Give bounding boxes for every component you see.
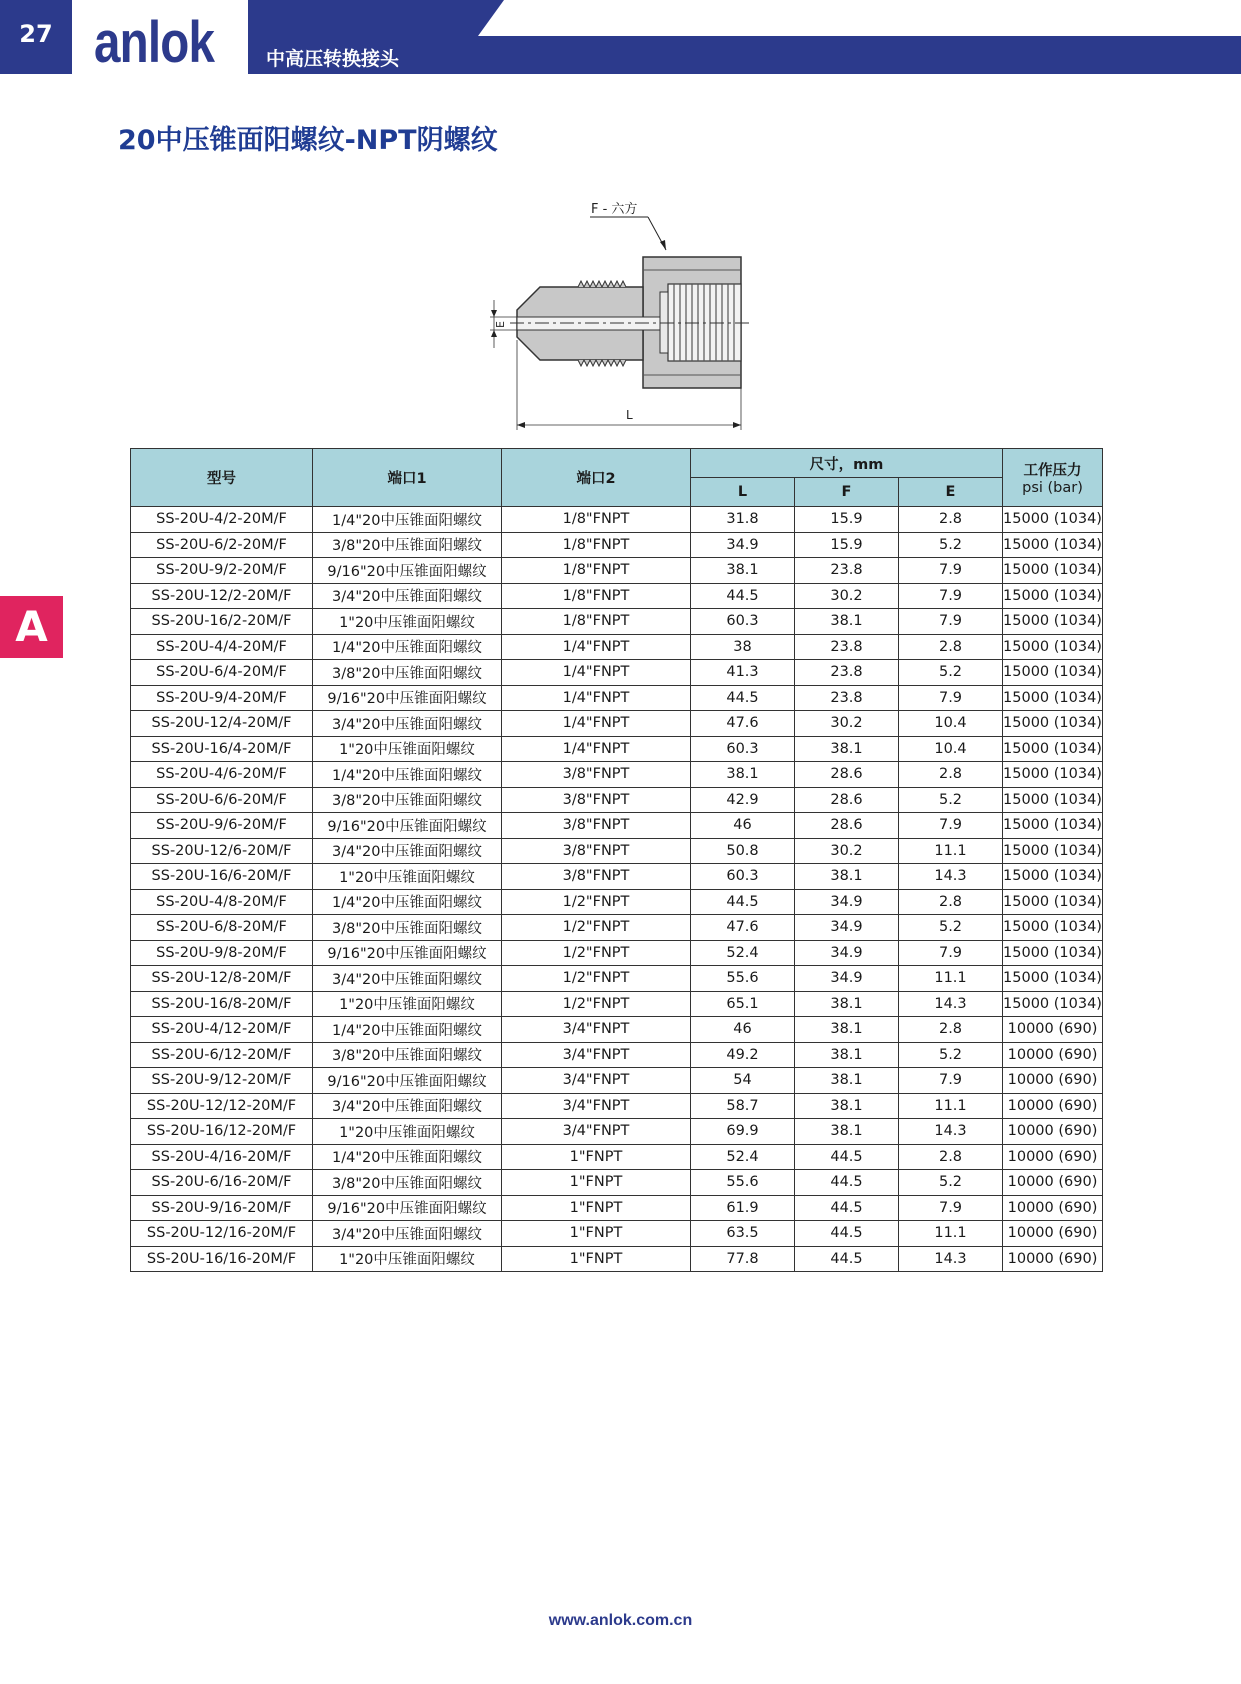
cell-f: 38.1 <box>795 1017 899 1043</box>
table-row <box>131 1170 1103 1196</box>
cell-l: 77.8 <box>691 1246 795 1272</box>
table-row <box>131 991 1103 1017</box>
cell-port1: 1/4"20中压锥面阳螺纹 <box>313 507 502 533</box>
cell-port2: 1"FNPT <box>502 1246 691 1272</box>
cell-port2: 1"FNPT <box>502 1221 691 1247</box>
cell-port1: 1"20中压锥面阳螺纹 <box>313 609 502 635</box>
header-model: 型号 <box>131 449 313 507</box>
section-title: 中高压转换接头 <box>266 48 400 70</box>
cell-e: 5.2 <box>899 1042 1003 1068</box>
label-e: E <box>494 321 507 328</box>
cell-pressure: 15000 (1034) <box>1003 787 1103 813</box>
cell-pressure: 15000 (1034) <box>1003 711 1103 737</box>
table-row <box>131 813 1103 839</box>
table-row <box>131 1221 1103 1247</box>
cell-l: 38.1 <box>691 762 795 788</box>
cell-l: 54 <box>691 1068 795 1094</box>
cell-l: 60.3 <box>691 864 795 890</box>
cell-model: SS-20U-4/8-20M/F <box>131 889 313 915</box>
table-row <box>131 507 1103 533</box>
cell-port1: 9/16"20中压锥面阳螺纹 <box>313 1195 502 1221</box>
cell-port1: 3/4"20中压锥面阳螺纹 <box>313 1221 502 1247</box>
cell-model: SS-20U-16/6-20M/F <box>131 864 313 890</box>
table-row <box>131 1195 1103 1221</box>
cell-model: SS-20U-12/16-20M/F <box>131 1221 313 1247</box>
cell-port1: 9/16"20中压锥面阳螺纹 <box>313 685 502 711</box>
cell-model: SS-20U-12/12-20M/F <box>131 1093 313 1119</box>
cell-e: 14.3 <box>899 1119 1003 1145</box>
cell-f: 28.6 <box>795 787 899 813</box>
cell-f: 28.6 <box>795 762 899 788</box>
cell-e: 14.3 <box>899 991 1003 1017</box>
cell-port2: 1/8"FNPT <box>502 583 691 609</box>
cell-e: 5.2 <box>899 532 1003 558</box>
cell-e: 11.1 <box>899 966 1003 992</box>
cell-l: 46 <box>691 813 795 839</box>
header-f: F <box>795 478 899 507</box>
cell-model: SS-20U-16/8-20M/F <box>131 991 313 1017</box>
cell-model: SS-20U-6/2-20M/F <box>131 532 313 558</box>
cell-l: 47.6 <box>691 915 795 941</box>
cell-port2: 1/8"FNPT <box>502 558 691 584</box>
cell-e: 7.9 <box>899 1195 1003 1221</box>
cell-model: SS-20U-9/4-20M/F <box>131 685 313 711</box>
page-number-box <box>0 0 72 74</box>
cell-e: 10.4 <box>899 711 1003 737</box>
cell-e: 5.2 <box>899 660 1003 686</box>
cell-pressure: 10000 (690) <box>1003 1221 1103 1247</box>
cell-f: 34.9 <box>795 889 899 915</box>
cell-port1: 9/16"20中压锥面阳螺纹 <box>313 558 502 584</box>
cell-port1: 1/4"20中压锥面阳螺纹 <box>313 634 502 660</box>
cell-model: SS-20U-16/4-20M/F <box>131 736 313 762</box>
cell-f: 38.1 <box>795 991 899 1017</box>
cell-port2: 1/4"FNPT <box>502 685 691 711</box>
cell-model: SS-20U-12/8-20M/F <box>131 966 313 992</box>
cell-pressure: 10000 (690) <box>1003 1195 1103 1221</box>
cell-f: 44.5 <box>795 1221 899 1247</box>
cell-e: 5.2 <box>899 915 1003 941</box>
cell-f: 38.1 <box>795 1119 899 1145</box>
cell-l: 44.5 <box>691 583 795 609</box>
cell-l: 47.6 <box>691 711 795 737</box>
table-row <box>131 915 1103 941</box>
cell-port1: 1/4"20中压锥面阳螺纹 <box>313 762 502 788</box>
cell-port1: 3/4"20中压锥面阳螺纹 <box>313 711 502 737</box>
cell-e: 10.4 <box>899 736 1003 762</box>
table-row <box>131 532 1103 558</box>
cell-model: SS-20U-6/12-20M/F <box>131 1042 313 1068</box>
cell-l: 55.6 <box>691 966 795 992</box>
cell-e: 11.1 <box>899 1093 1003 1119</box>
cell-pressure: 15000 (1034) <box>1003 507 1103 533</box>
spec-table-body <box>131 507 1103 1272</box>
cell-port1: 3/4"20中压锥面阳螺纹 <box>313 1093 502 1119</box>
cell-f: 23.8 <box>795 660 899 686</box>
cell-e: 7.9 <box>899 1068 1003 1094</box>
cell-model: SS-20U-9/12-20M/F <box>131 1068 313 1094</box>
cell-port1: 9/16"20中压锥面阳螺纹 <box>313 813 502 839</box>
cell-l: 61.9 <box>691 1195 795 1221</box>
cell-f: 15.9 <box>795 507 899 533</box>
header-pressure-line1: 工作压力 <box>1023 463 1082 479</box>
table-row <box>131 558 1103 584</box>
cell-e: 14.3 <box>899 864 1003 890</box>
cell-port1: 3/8"20中压锥面阳螺纹 <box>313 787 502 813</box>
cell-l: 60.3 <box>691 736 795 762</box>
cell-l: 55.6 <box>691 1170 795 1196</box>
cell-port2: 3/8"FNPT <box>502 838 691 864</box>
cell-l: 44.5 <box>691 685 795 711</box>
header-dimensions: 尺寸，mm <box>691 449 1003 478</box>
cell-pressure: 15000 (1034) <box>1003 660 1103 686</box>
cell-model: SS-20U-9/6-20M/F <box>131 813 313 839</box>
fitting-drawing <box>460 190 780 440</box>
footer-url: www.anlok.com.cn <box>548 1612 693 1629</box>
cell-port1: 1/4"20中压锥面阳螺纹 <box>313 1017 502 1043</box>
cell-port2: 1"FNPT <box>502 1144 691 1170</box>
cell-pressure: 15000 (1034) <box>1003 940 1103 966</box>
cell-e: 2.8 <box>899 1017 1003 1043</box>
cell-port2: 1/4"FNPT <box>502 736 691 762</box>
cell-model: SS-20U-16/2-20M/F <box>131 609 313 635</box>
cell-port2: 3/4"FNPT <box>502 1068 691 1094</box>
cell-pressure: 15000 (1034) <box>1003 813 1103 839</box>
cell-pressure: 15000 (1034) <box>1003 838 1103 864</box>
cell-e: 7.9 <box>899 558 1003 584</box>
cell-pressure: 15000 (1034) <box>1003 736 1103 762</box>
cell-e: 5.2 <box>899 1170 1003 1196</box>
cell-l: 60.3 <box>691 609 795 635</box>
table-row <box>131 1144 1103 1170</box>
cell-f: 30.2 <box>795 583 899 609</box>
cell-f: 15.9 <box>795 532 899 558</box>
cell-pressure: 15000 (1034) <box>1003 915 1103 941</box>
cell-port2: 1/2"FNPT <box>502 915 691 941</box>
cell-model: SS-20U-6/6-20M/F <box>131 787 313 813</box>
cell-pressure: 10000 (690) <box>1003 1093 1103 1119</box>
cell-model: SS-20U-16/16-20M/F <box>131 1246 313 1272</box>
cell-f: 34.9 <box>795 915 899 941</box>
cell-port1: 1"20中压锥面阳螺纹 <box>313 1246 502 1272</box>
cell-e: 7.9 <box>899 583 1003 609</box>
cell-f: 44.5 <box>795 1170 899 1196</box>
table-row <box>131 940 1103 966</box>
cell-l: 34.9 <box>691 532 795 558</box>
table-row <box>131 889 1103 915</box>
cell-pressure: 15000 (1034) <box>1003 634 1103 660</box>
header-pressure <box>1003 449 1103 507</box>
cell-f: 38.1 <box>795 1042 899 1068</box>
cell-port2: 1/8"FNPT <box>502 532 691 558</box>
cell-port1: 3/4"20中压锥面阳螺纹 <box>313 583 502 609</box>
cell-pressure: 10000 (690) <box>1003 1017 1103 1043</box>
table-row <box>131 787 1103 813</box>
cell-model: SS-20U-9/8-20M/F <box>131 940 313 966</box>
cell-port2: 3/8"FNPT <box>502 762 691 788</box>
cell-l: 42.9 <box>691 787 795 813</box>
cell-l: 52.4 <box>691 1144 795 1170</box>
cell-pressure: 15000 (1034) <box>1003 762 1103 788</box>
cell-f: 23.8 <box>795 558 899 584</box>
cell-e: 14.3 <box>899 1246 1003 1272</box>
cell-port2: 3/4"FNPT <box>502 1017 691 1043</box>
cell-port2: 1/2"FNPT <box>502 889 691 915</box>
cell-pressure: 15000 (1034) <box>1003 966 1103 992</box>
cell-e: 2.8 <box>899 1144 1003 1170</box>
cell-pressure: 15000 (1034) <box>1003 991 1103 1017</box>
cell-e: 2.8 <box>899 507 1003 533</box>
cell-port2: 1/4"FNPT <box>502 634 691 660</box>
table-row <box>131 711 1103 737</box>
cell-model: SS-20U-9/16-20M/F <box>131 1195 313 1221</box>
cell-l: 49.2 <box>691 1042 795 1068</box>
cell-port1: 3/8"20中压锥面阳螺纹 <box>313 660 502 686</box>
cell-model: SS-20U-4/4-20M/F <box>131 634 313 660</box>
cell-e: 11.1 <box>899 838 1003 864</box>
cell-port2: 1/8"FNPT <box>502 609 691 635</box>
header-e: E <box>899 478 1003 507</box>
cell-model: SS-20U-9/2-20M/F <box>131 558 313 584</box>
cell-e: 2.8 <box>899 889 1003 915</box>
cell-l: 69.9 <box>691 1119 795 1145</box>
cell-model: SS-20U-4/12-20M/F <box>131 1017 313 1043</box>
cell-l: 58.7 <box>691 1093 795 1119</box>
cell-l: 65.1 <box>691 991 795 1017</box>
cell-model: SS-20U-12/4-20M/F <box>131 711 313 737</box>
cell-port1: 9/16"20中压锥面阳螺纹 <box>313 940 502 966</box>
cell-port2: 3/8"FNPT <box>502 864 691 890</box>
spec-table <box>130 448 1103 1272</box>
cell-f: 38.1 <box>795 1093 899 1119</box>
cell-model: SS-20U-12/2-20M/F <box>131 583 313 609</box>
cell-e: 7.9 <box>899 940 1003 966</box>
cell-pressure: 15000 (1034) <box>1003 864 1103 890</box>
cell-port1: 1/4"20中压锥面阳螺纹 <box>313 889 502 915</box>
cell-f: 34.9 <box>795 940 899 966</box>
table-row <box>131 1246 1103 1272</box>
cell-port2: 3/4"FNPT <box>502 1042 691 1068</box>
table-row <box>131 1093 1103 1119</box>
cell-e: 11.1 <box>899 1221 1003 1247</box>
cell-pressure: 10000 (690) <box>1003 1068 1103 1094</box>
cell-model: SS-20U-4/16-20M/F <box>131 1144 313 1170</box>
cell-port1: 9/16"20中压锥面阳螺纹 <box>313 1068 502 1094</box>
cell-pressure: 15000 (1034) <box>1003 609 1103 635</box>
page-number: 27 <box>19 20 53 48</box>
table-row <box>131 736 1103 762</box>
cell-l: 50.8 <box>691 838 795 864</box>
cell-model: SS-20U-16/12-20M/F <box>131 1119 313 1145</box>
cell-e: 5.2 <box>899 787 1003 813</box>
cell-port1: 1"20中压锥面阳螺纹 <box>313 864 502 890</box>
brand-logo: anlok <box>94 10 215 75</box>
cell-model: SS-20U-6/8-20M/F <box>131 915 313 941</box>
cell-port2: 1/8"FNPT <box>502 507 691 533</box>
cell-pressure: 10000 (690) <box>1003 1042 1103 1068</box>
cell-f: 23.8 <box>795 634 899 660</box>
cell-port1: 3/4"20中压锥面阳螺纹 <box>313 966 502 992</box>
table-row <box>131 1119 1103 1145</box>
cell-port1: 3/8"20中压锥面阳螺纹 <box>313 532 502 558</box>
cell-pressure: 15000 (1034) <box>1003 558 1103 584</box>
cell-f: 28.6 <box>795 813 899 839</box>
table-row <box>131 660 1103 686</box>
cell-model: SS-20U-6/4-20M/F <box>131 660 313 686</box>
side-tab-label: A <box>15 602 48 651</box>
table-row <box>131 838 1103 864</box>
header-port1: 端口1 <box>313 449 502 507</box>
cell-e: 7.9 <box>899 685 1003 711</box>
page-title: 20中压锥面阳螺纹-NPT阴螺纹 <box>118 125 498 156</box>
cell-l: 44.5 <box>691 889 795 915</box>
table-row <box>131 609 1103 635</box>
cell-pressure: 15000 (1034) <box>1003 532 1103 558</box>
cell-port2: 1/4"FNPT <box>502 660 691 686</box>
cell-f: 23.8 <box>795 685 899 711</box>
cell-f: 38.1 <box>795 1068 899 1094</box>
table-row <box>131 685 1103 711</box>
cell-port1: 1"20中压锥面阳螺纹 <box>313 1119 502 1145</box>
cell-f: 44.5 <box>795 1144 899 1170</box>
cell-e: 2.8 <box>899 634 1003 660</box>
table-row <box>131 1042 1103 1068</box>
cell-port1: 3/8"20中压锥面阳螺纹 <box>313 1170 502 1196</box>
cell-f: 44.5 <box>795 1246 899 1272</box>
table-row <box>131 1017 1103 1043</box>
header-l: L <box>691 478 795 507</box>
cell-f: 30.2 <box>795 711 899 737</box>
cell-model: SS-20U-4/6-20M/F <box>131 762 313 788</box>
cell-l: 41.3 <box>691 660 795 686</box>
table-row <box>131 634 1103 660</box>
cell-l: 38 <box>691 634 795 660</box>
cell-f: 44.5 <box>795 1195 899 1221</box>
cell-port2: 1/2"FNPT <box>502 966 691 992</box>
table-row <box>131 583 1103 609</box>
cell-f: 38.1 <box>795 609 899 635</box>
label-l: L <box>626 408 633 422</box>
cell-port2: 3/8"FNPT <box>502 813 691 839</box>
header-port2: 端口2 <box>502 449 691 507</box>
cell-f: 30.2 <box>795 838 899 864</box>
table-row <box>131 966 1103 992</box>
cell-model: SS-20U-12/6-20M/F <box>131 838 313 864</box>
table-row <box>131 762 1103 788</box>
cell-pressure: 15000 (1034) <box>1003 583 1103 609</box>
cell-model: SS-20U-6/16-20M/F <box>131 1170 313 1196</box>
cell-pressure: 15000 (1034) <box>1003 889 1103 915</box>
cell-e: 7.9 <box>899 813 1003 839</box>
cell-pressure: 10000 (690) <box>1003 1144 1103 1170</box>
table-row <box>131 864 1103 890</box>
cell-port1: 3/8"20中压锥面阳螺纹 <box>313 915 502 941</box>
side-tab <box>0 596 63 658</box>
cell-port2: 1/2"FNPT <box>502 940 691 966</box>
cell-port1: 3/8"20中压锥面阳螺纹 <box>313 1042 502 1068</box>
cell-pressure: 10000 (690) <box>1003 1170 1103 1196</box>
cell-port1: 3/4"20中压锥面阳螺纹 <box>313 838 502 864</box>
cell-f: 34.9 <box>795 966 899 992</box>
label-f: F - 六方 <box>591 202 638 217</box>
cell-port1: 1"20中压锥面阳螺纹 <box>313 991 502 1017</box>
cell-pressure: 15000 (1034) <box>1003 685 1103 711</box>
cell-l: 38.1 <box>691 558 795 584</box>
cell-pressure: 10000 (690) <box>1003 1246 1103 1272</box>
cell-port2: 3/4"FNPT <box>502 1093 691 1119</box>
cell-l: 46 <box>691 1017 795 1043</box>
cell-pressure: 10000 (690) <box>1003 1119 1103 1145</box>
cell-port2: 1"FNPT <box>502 1195 691 1221</box>
table-row <box>131 1068 1103 1094</box>
cell-f: 38.1 <box>795 736 899 762</box>
cell-port1: 1/4"20中压锥面阳螺纹 <box>313 1144 502 1170</box>
cell-model: SS-20U-4/2-20M/F <box>131 507 313 533</box>
cell-port1: 1"20中压锥面阳螺纹 <box>313 736 502 762</box>
cell-port2: 3/8"FNPT <box>502 787 691 813</box>
cell-port2: 1/4"FNPT <box>502 711 691 737</box>
cell-e: 2.8 <box>899 762 1003 788</box>
cell-l: 63.5 <box>691 1221 795 1247</box>
cell-e: 7.9 <box>899 609 1003 635</box>
cell-f: 38.1 <box>795 864 899 890</box>
cell-l: 31.8 <box>691 507 795 533</box>
cell-l: 52.4 <box>691 940 795 966</box>
cell-port2: 3/4"FNPT <box>502 1119 691 1145</box>
header-pressure-line2: psi (bar) <box>1022 480 1083 496</box>
cell-port2: 1/2"FNPT <box>502 991 691 1017</box>
cell-port2: 1"FNPT <box>502 1170 691 1196</box>
